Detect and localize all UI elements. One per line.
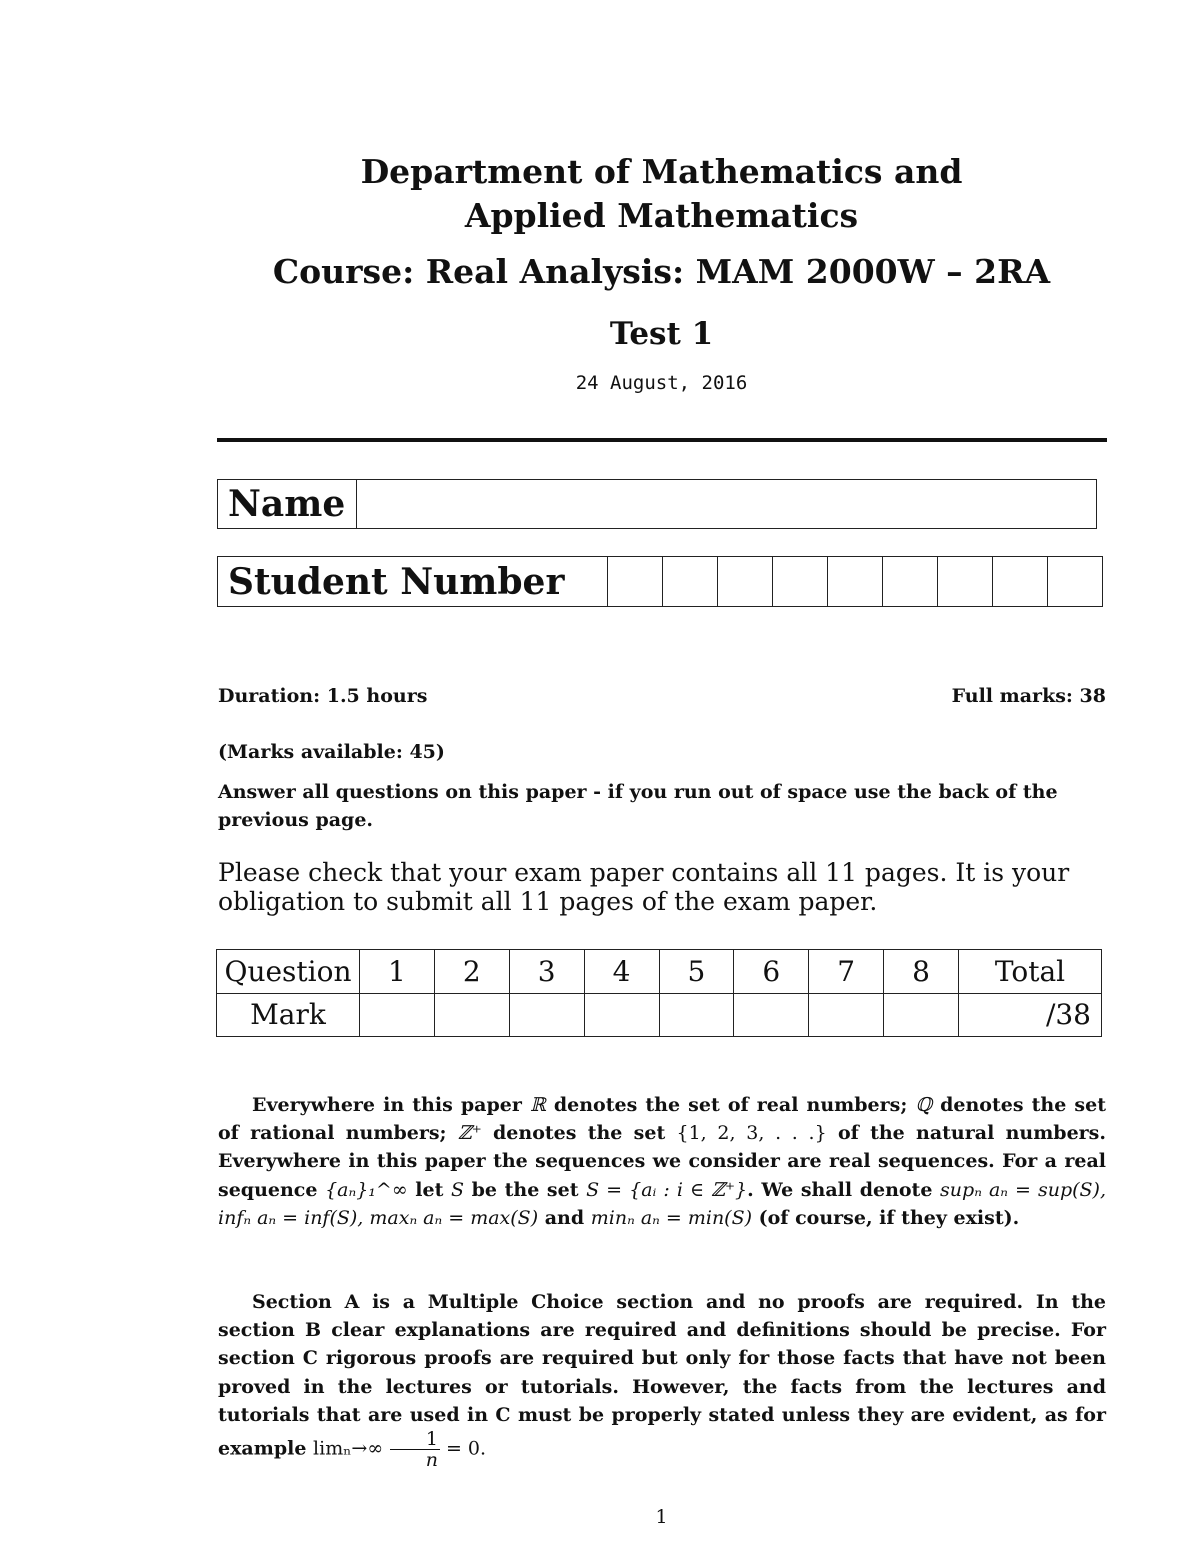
answer-instruction: Answer all questions on this paper - if you run out of space use the back of the previous page. (218, 781, 1058, 831)
mark-cell[interactable] (809, 993, 884, 1037)
exam-date: 24 August, 2016 (575, 372, 748, 394)
header-divider (217, 438, 1107, 442)
fraction: $\frac{1}{n}$ (390, 1429, 440, 1470)
full-marks: Full marks: 38 (951, 685, 1106, 707)
student-number-digit-cell[interactable] (828, 557, 883, 607)
student-number-box (217, 556, 1103, 607)
total-mark-cell[interactable]: /38 (959, 993, 1102, 1037)
student-number-digit-cell[interactable] (608, 557, 663, 607)
notation-paragraph: Everywhere in this paper ℝ denotes the set of real numbers; ℚ denotes the set of rational numbers; ℤ⁺ denotes the set {1, 2, 3, . . .} of the natural numbers. Everywhere in this paper the sequences we consider are real sequences. For a real sequence {aₙ}₁^∞ let S be the set S = {aᵢ : i ∈ ℤ⁺}. We shall denote supₙ aₙ = sup(S), infₙ aₙ = inf(S), maxₙ aₙ = max(S) and minₙ aₙ = min(S) (of course, if they exist). (218, 1094, 1107, 1229)
department-title: Department of Mathematics and Applied Mathematics (360, 152, 963, 235)
course-title: Course: Real Analysis: MAM 2000W – 2RA (272, 252, 1051, 291)
student-number-label: Student Number (218, 557, 608, 607)
question-number: 4 (584, 950, 659, 994)
mark-cell[interactable] (659, 993, 734, 1037)
question-number: 7 (809, 950, 884, 994)
page-check-notice: Please check that your exam paper contains all 11 pages. It is your obligation to submit all 11 pages of the exam paper. (218, 858, 1070, 916)
student-number-digit-cell[interactable] (718, 557, 773, 607)
student-number-digit-cell[interactable] (1048, 557, 1103, 607)
total-label: Total (959, 950, 1102, 994)
question-number: 2 (434, 950, 509, 994)
question-number: 3 (509, 950, 584, 994)
mark-row-label: Mark (217, 993, 360, 1037)
page-number: 1 (655, 1506, 668, 1528)
name-input-cell[interactable] (357, 480, 1097, 529)
test-title: Test 1 (609, 316, 714, 352)
question-number: 1 (360, 950, 435, 994)
marks-table (216, 949, 1102, 1037)
name-field-box (217, 479, 1097, 529)
question-number: 5 (659, 950, 734, 994)
name-label: Name (218, 480, 357, 529)
student-number-digit-cell[interactable] (663, 557, 718, 607)
duration: Duration: 1.5 hours (218, 685, 428, 707)
question-row-label: Question (217, 950, 360, 994)
question-number: 8 (884, 950, 959, 994)
student-number-digit-cell[interactable] (993, 557, 1048, 607)
mark-cell[interactable] (360, 993, 435, 1037)
mark-cell[interactable] (884, 993, 959, 1037)
student-number-digit-cell[interactable] (938, 557, 993, 607)
student-number-digit-cell[interactable] (883, 557, 938, 607)
mark-cell[interactable] (434, 993, 509, 1037)
marks-available: (Marks available: 45) (218, 741, 445, 763)
mark-cell[interactable] (509, 993, 584, 1037)
mark-cell[interactable] (584, 993, 659, 1037)
mark-cell[interactable] (734, 993, 809, 1037)
sections-paragraph: Section A is a Multiple Choice section and no proofs are required. In the section B clear explanations are required and definitions should be precise. For section C rigorous proofs are required but only for those facts that have not been proved in the lectures or tutorials. However, the facts from the lectures and tutorials that are used in C must be properly stated unless they are evident, as for example limₙ→∞ $\frac{1}{n}$ = 0. (218, 1291, 1106, 1472)
question-number: 6 (734, 950, 809, 994)
student-number-digit-cell[interactable] (773, 557, 828, 607)
